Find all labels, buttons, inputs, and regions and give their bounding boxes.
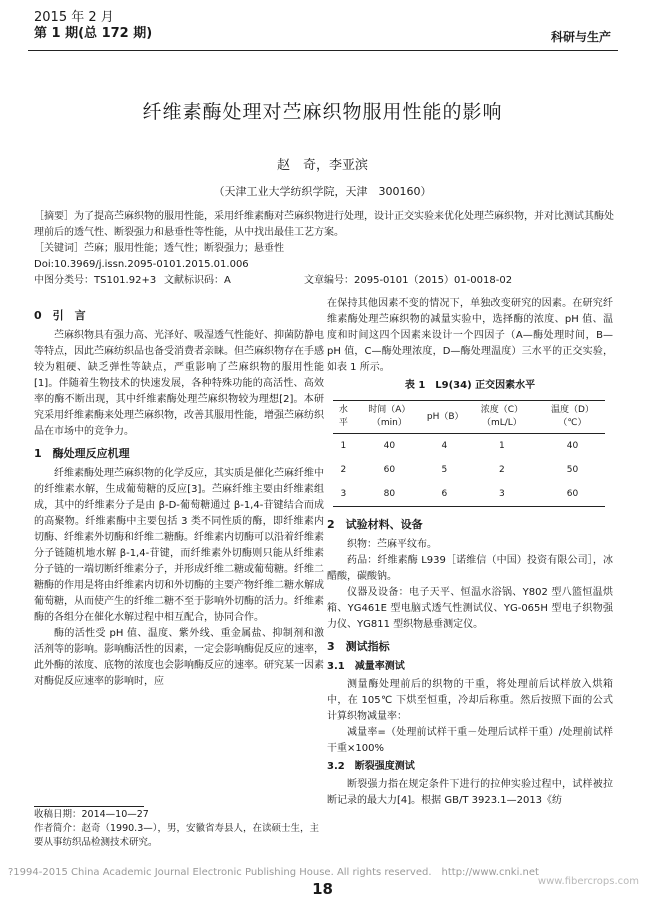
section-3-1-paragraph: 测量酶处理前后的织物的干重，将处理前后试样放入烘箱中，在 105℃ 下烘至恒重，冷却后称重。然后按照下面的公式计算织物减量率： <box>327 679 613 722</box>
table-cell: 60 <box>540 482 605 507</box>
section-1-heading: 1 酶处理反应机理 <box>34 447 130 460</box>
table-cell: 1 <box>499 441 505 451</box>
article-title: 纤维素酶处理对苎麻织物服用性能的影响 <box>142 101 503 123</box>
table-cell: 1 <box>340 441 347 451</box>
materials-equipment: 仪器及设备：电子天平、恒温水浴锅、Y802 型八篮恒温烘箱、YG461E 型电脑式透气性测试仪、YG-065H 型电子织物强力仪、YG811 型织物悬垂测定仪。 <box>327 587 613 630</box>
received-date: 收稿日期：2014—10—27 <box>34 809 149 820</box>
table-cell: 40 <box>383 441 396 451</box>
table-caption: 表 1 L9(34) 正交因素水平 <box>404 380 536 391</box>
left-column <box>34 302 324 690</box>
abstract-text: 为了提高苎麻织物的服用性能，采用纤维素酶对苎麻织物进行处理，设计正交实验来优化处理苎麻织物，并对比测试其酶处理前后的透气性、断裂强力和悬垂性等性能，从中找出最佳工艺方案。 <box>34 211 614 238</box>
section-3-2-paragraph: 断裂强力指在规定条件下进行的拉伸实验过程中，试样被拉断记录的最大力[4]。根据 GB/T 3923.1—2013《纺 <box>327 779 613 806</box>
table-row <box>333 434 605 459</box>
table-row <box>333 482 605 507</box>
journal-name: 科研与生产 <box>550 30 611 44</box>
right-column <box>327 296 613 809</box>
weight-loss-formula: 减量率=（处理前试样干重－处理后试样干重）/处理前试样干重×100% <box>327 727 613 754</box>
table-header: 浓度（C）（mL/L） <box>464 401 540 434</box>
orthogonal-table <box>333 400 605 507</box>
materials-chemicals: 药品：纤维素酶 L939［诺维信（中国）投资有限公司］，冰醋酸，碳酸钠。 <box>327 555 613 582</box>
table-header: 温度（D）（℃） <box>540 401 605 434</box>
keywords-label: ［关键词］ <box>34 243 84 254</box>
table-cell: 6 <box>425 482 464 507</box>
footnote-divider <box>34 806 144 807</box>
section-3-1-heading: 3.1 减量率测试 <box>327 661 405 672</box>
year-month: 2015 年 2 月 <box>34 10 114 25</box>
table-cell: 80 <box>354 482 425 507</box>
article-affiliation: （天津工业大学纺织学院，天津 300160） <box>213 185 432 198</box>
abstract-label: ［摘要］ <box>34 211 74 222</box>
doi: Doi:10.3969/j.issn.2095-0101.2015.01.006 <box>34 259 249 270</box>
classification-line <box>34 273 614 289</box>
section-0-heading: 0 引 言 <box>34 309 86 322</box>
table-cell: 2 <box>499 465 505 475</box>
author-bio: 作者简介：赵奇（1990.3—），男，安徽省寿县人，在读硕士生，主要从事纺织品检测技术研究。 <box>34 823 319 848</box>
document-code: 文献标识码：A <box>164 275 231 286</box>
table-cell: 50 <box>566 465 579 475</box>
section-3-2-heading: 3.2 断裂强度测试 <box>327 761 415 772</box>
table-cell: 60 <box>383 465 396 475</box>
issue-info <box>34 10 152 42</box>
table-header: pH（B） <box>425 401 464 434</box>
clc-number: 中图分类号：TS101.92+3 <box>34 275 157 286</box>
article-meta <box>34 209 614 289</box>
copyright-line: ?1994-2015 China Academic Journal Electronic Publishing House. All rights reserved. http://www.cnki.net <box>8 867 539 878</box>
table-row <box>333 458 605 482</box>
section-1-paragraph-2: 酶的活性受 pH 值、温度、紫外线、重金属盐、抑制剂和激活剂等的影响。影响酶活性的因素，一定会影响酶促反应的速率，此外酶的浓度、底物的浓度也会影响酶反应的速率。研究某一因素对酶促反应速率的影响时，应 <box>34 628 324 687</box>
article-number: 文章编号：2095-0101（2015）01-0018-02 <box>304 275 513 286</box>
keywords-text: 苎麻；服用性能；透气性；断裂强力；悬垂性 <box>84 243 284 254</box>
materials-fabric: 织物：苎麻平纹布。 <box>347 539 437 550</box>
article-authors: 赵 奇，李亚滨 <box>276 158 368 173</box>
table-header: 水平 <box>333 401 354 434</box>
continued-paragraph: 在保持其他因素不变的情况下，单独改变研究的因素。在研究纤维素酶处理苎麻织物的减量实验中，选择酶的浓度、pH 值、温度和时间这四个因素来设计一个四因子（A—酶处理时间，B—pH 值，C—酶处理浓度，D—酶处理温度）三水平的正交实验，如表 1 所示。 <box>327 298 613 373</box>
table-cell: 4 <box>441 441 448 451</box>
section-0-paragraph: 苎麻织物具有强力高、光泽好、吸湿透气性能好、抑菌防静电等特点，因此苎麻纺织品也备受消费者亲睐。但苎麻织物存在手感较为粗硬、缺乏弹性等缺点，严重影响了苎麻织物的服用性能[1]。伴随着生物技术的快速发展，各种特殊功能的高活性、高效率的酶不断出现，其中纤维素酶处理苎麻织物较为理想[2]。本研究采用纤维素酶来处理苎麻织物，改善其服用性能，增强苎麻纺织品在市场中的竞争力。 <box>34 330 324 437</box>
section-3-heading: 3 测试指标 <box>327 640 390 653</box>
keywords <box>34 241 614 257</box>
table-cell: 3 <box>333 482 354 507</box>
table-cell: 5 <box>441 465 448 475</box>
table-cell: 2 <box>340 465 347 475</box>
footnote <box>34 808 324 850</box>
table-cell: 3 <box>464 482 540 507</box>
table-header: 时间（A）（min） <box>354 401 425 434</box>
abstract <box>34 209 614 241</box>
section-2-heading: 2 试验材料、设备 <box>327 518 423 531</box>
page-number: 18 <box>312 880 333 898</box>
table-cell: 40 <box>566 441 579 451</box>
watermark: www.fibercrops.com <box>537 876 639 887</box>
table-header-row <box>333 401 605 434</box>
section-1-paragraph-1: 纤维素酶处理苎麻织物的化学反应，其实质是催化苎麻纤维中的纤维素水解，生成葡萄糖的反应[3]。苎麻纤维主要由纤维素组成，其中的纤维素分子是由 β-D-葡萄糖通过 β-1,4-苷键结合而成的高聚物。纤维素酶中主要包括 3 类不同性质的酶，即纤维素内切酶、纤维素外切酶和纤维二糖酶。纤维素内切酶可以沿着纤维素分子链随机地水解 β-1,4-苷键，而纤维素外切酶则只能从纤维素分子链的一端切断纤维素分子，并形成纤维二糖或葡萄糖。纤维二糖酶的作用是将由纤维素内切和外切酶的主要产物纤维二糖水解成葡萄糖，从而使产生的纤维二糖不至于影响外切酶的活力。纤维素酶的各组分在催化水解过程中相互配合，协同合作。 <box>34 468 324 623</box>
header-divider <box>28 50 618 51</box>
issue-number: 第 1 期(总 172 期) <box>34 26 153 41</box>
